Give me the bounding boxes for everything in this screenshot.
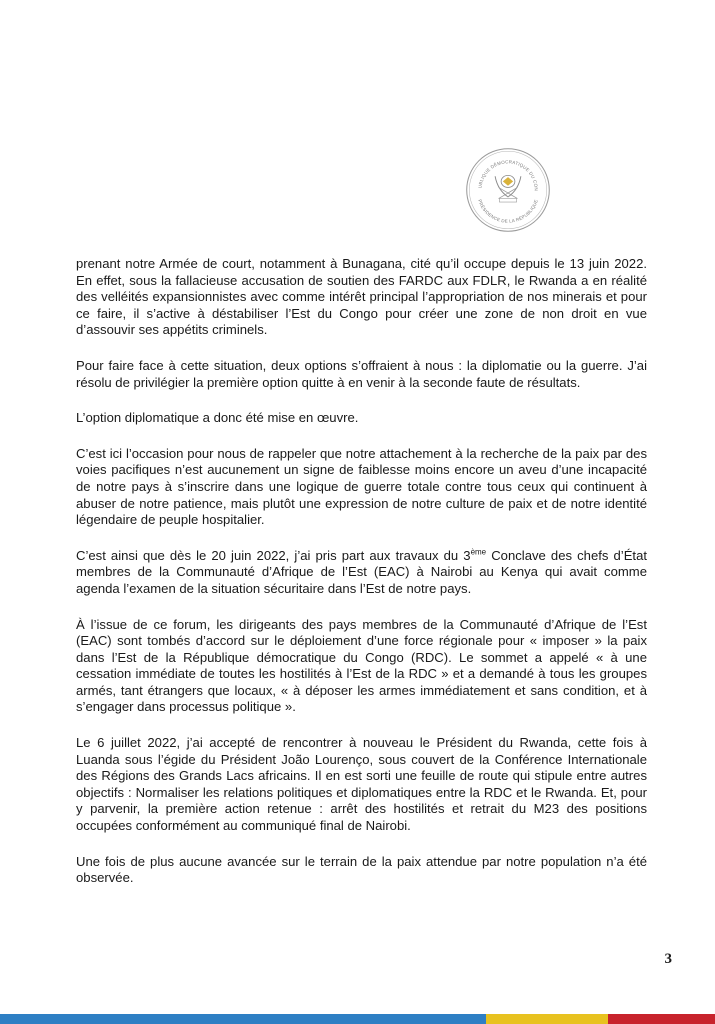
seal-bottom-text: PRÉSIDENCE DE LA RÉPUBLIQUE [477,198,539,224]
footer-segment-yellow [486,1014,608,1024]
paragraph: Pour faire face à cette situation, deux options s’offraient à nous : la diplomatie ou la guerre. J’ai résolu de privilégier la première option quitte à en venir à la seconde faute de résultats. [76,357,647,390]
seal-top-text: UBLIQUE DÉMOCRATIQUE DU CON [477,159,539,192]
ordinal-superscript: ème [470,547,487,557]
page-number: 3 [664,951,672,967]
paragraph [76,548,647,598]
paragraph: Une fois de plus aucune avancée sur le terrain de la paix attendue par notre population n’a été observée. [76,853,647,886]
footer-segment-red [608,1014,715,1024]
paragraph: C’est ici l’occasion pour nous de rappeler que notre attachement à la recherche de la paix par des voies pacifiques n’est aucunement un signe de faiblesse moins encore un aveu d’une incapacité de notre pays à s’inscrire dans une logique de guerre totale contre tous ceux qui continuent à abuser de notre patience, mais plutôt une expression de notre culture de paix et de notre identité légendaire de peuple hospitalier. [76,445,647,528]
footer-segment-blue [0,1014,272,1024]
presidential-seal-icon [465,147,551,233]
paragraph-text: Conclave des chefs d’État membres de la Communauté d’Afrique de l’Est (EAC) à Nairobi au Kenya qui avait comme agenda l’examen de la situation sécuritaire dans l’Est de notre pays. [76,547,647,596]
svg-text:PRÉSIDENCE DE LA RÉPUBLIQUE [477,199,539,224]
paragraph: L’option diplomatique a donc été mise en œuvre. [76,410,359,426]
paragraph: À l’issue de ce forum, les dirigeants des pays membres de la Communauté d’Afrique de l’Est (EAC) sont tombés d’accord sur le déploiement d’une force régionale pour « imposer » la paix dans l’Est de la République démocratique du Congo (RDC). Le sommet a appelé « à une cessation immédiate de toutes les hostilités à l’Est de la RDC » et a demandé à tous les groupes armés, tant étrangers que locaux, « à déposer les armes immédiatement et sans condition, et à s’engager dans processus politique ». [76,616,647,715]
paragraph: prenant notre Armée de court, notamment à Bunagana, cité qu’il occupe depuis le 13 juin 2022. En effet, sous la fallacieuse accusation de soutien des FARDC aux FDLR, le Rwanda a en réalité des velléités expansionnistes avec comme intérêt principal l’appropriation de nos minerais et pour ce faire, il s’active à déstabiliser l’Est du Congo pour créer une zone de non droit en vue d’assouvir ses appétits criminels. [76,256,647,338]
paragraph-text: C’est ainsi que dès le 20 juin 2022, j’ai pris part aux travaux du 3 [76,547,471,563]
seal-emblem [495,175,521,202]
paragraph: Le 6 juillet 2022, j’ai accepté de rencontrer à nouveau le Président du Rwanda, cette fois à Luanda sous l’égide du Président João Lourenço, sous couvert de la Conférence Internationale des Régions des Grands Lacs africains. Il en est sorti une feuille de route qui stipule entre autres objectifs : Normaliser les relations politiques et diplomatiques entre la RDC et le Rwanda. Et, pour y parvenir, la première action retenue : arrêt des hostilités et retrait du M23 des positions occupées conformément au communiqué final de Nairobi. [76,735,647,834]
document-body [76,256,647,906]
footer-segment-blue-2 [272,1014,487,1024]
footer-color-bar [0,1014,715,1024]
